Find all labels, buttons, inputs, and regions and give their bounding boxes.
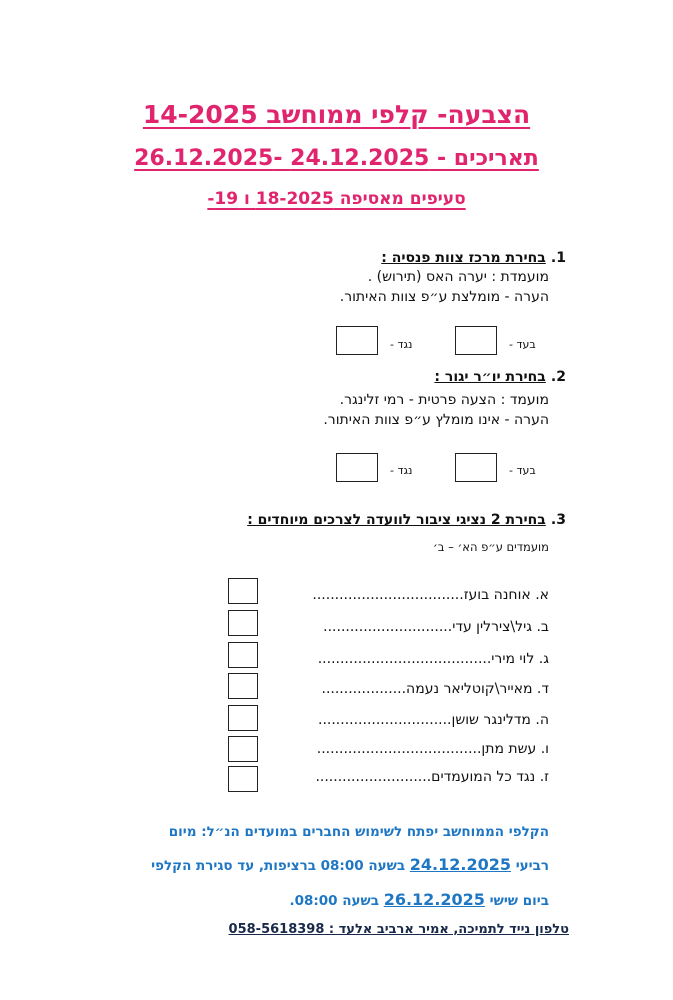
section-3-subtitle: מועמדים ע״פ הא׳ – ב׳ <box>432 540 549 554</box>
notice-line-2-prefix: רביעי <box>515 858 549 874</box>
section-2-note: הערה - אינו מומלץ ע״פ צוות האיתור. <box>323 412 549 428</box>
section-1-for-label: בעד - <box>509 338 536 351</box>
candidate-checkbox[interactable] <box>228 642 258 668</box>
section-3-heading: בחירת 2 נציגי ציבור לוועדה לצרכים מיוחדים : <box>247 512 546 528</box>
section-1-number: 1. <box>550 250 566 266</box>
candidate-item: ד. מאייר\קוטליאר נעמה................... <box>321 681 549 697</box>
candidate-item: ז. נגד כל המועמדים.......................... <box>315 769 549 785</box>
section-3-number: 3. <box>550 512 566 528</box>
notice-line-3-prefix: ביום שישי <box>489 893 549 909</box>
candidate-item: ג. לוי מירי....................................... <box>317 651 549 667</box>
voting-dates: תאריכים - 24.12.2025 -26.12.2025 <box>134 146 539 171</box>
clauses-subtitle: סעיפים מאסיפה 18-2025 ו 19- <box>207 189 466 209</box>
section-2-for-label: בעד - <box>509 464 536 477</box>
section-2-number: 2. <box>550 369 566 385</box>
section-1-heading: בחירת מרכז צוות פנסיה : <box>381 250 546 266</box>
notice-line-2 <box>151 855 549 874</box>
section-1-candidate: מועמדת : יערה האס (תירוש) . <box>367 269 549 285</box>
section-3-header <box>247 509 566 528</box>
candidate-checkbox[interactable] <box>228 673 258 699</box>
section-1-against-checkbox[interactable] <box>336 326 378 355</box>
candidate-item: ב. גיל\צירלין עדי............................. <box>323 619 549 635</box>
candidate-checkbox[interactable] <box>228 766 258 792</box>
candidate-checkbox[interactable] <box>228 610 258 636</box>
candidate-item: ו. עשת מתן..................................... <box>316 741 549 757</box>
section-1-note: הערה - מומלצת ע״פ צוות האיתור. <box>339 289 549 305</box>
section-1-against-label: נגד - <box>390 338 413 351</box>
candidate-checkbox[interactable] <box>228 578 258 604</box>
support-phone: טלפון נייד לתמיכה, אמיר ארביב אלעד : 058-5618398 <box>228 922 569 937</box>
page-title: הצבעה- קלפי ממוחשב 14-2025 <box>142 100 531 129</box>
notice-line-1: הקלפי הממוחשב יפתח לשימוש החברים במועדים הנ״ל: מיום <box>168 824 549 840</box>
notice-line-3-suffix: בשעה 08:00. <box>289 893 379 909</box>
candidate-checkbox[interactable] <box>228 736 258 762</box>
notice-line-3 <box>289 890 549 909</box>
section-2-heading: בחירת יו״ר יגור : <box>434 369 546 385</box>
section-2-against-label: נגד - <box>390 464 413 477</box>
section-1-header <box>381 247 566 266</box>
candidate-checkbox[interactable] <box>228 705 258 731</box>
candidate-item: א. אוחנה בועז.................................. <box>312 587 549 603</box>
notice-line-2-suffix: בשעה 08:00 ברציפות, עד סגירת הקלפי <box>151 858 406 874</box>
section-1-for-checkbox[interactable] <box>455 326 497 355</box>
section-2-for-checkbox[interactable] <box>455 453 497 482</box>
section-2-candidate: מועמד : הצעה פרטית - רמי זלינגר. <box>339 392 549 408</box>
section-2-header <box>434 366 566 385</box>
candidate-item: ה. מדלינגר שושן.............................. <box>318 712 549 728</box>
section-2-against-checkbox[interactable] <box>336 453 378 482</box>
notice-end-date: 26.12.2025 <box>383 890 485 909</box>
notice-start-date: 24.12.2025 <box>409 855 511 874</box>
